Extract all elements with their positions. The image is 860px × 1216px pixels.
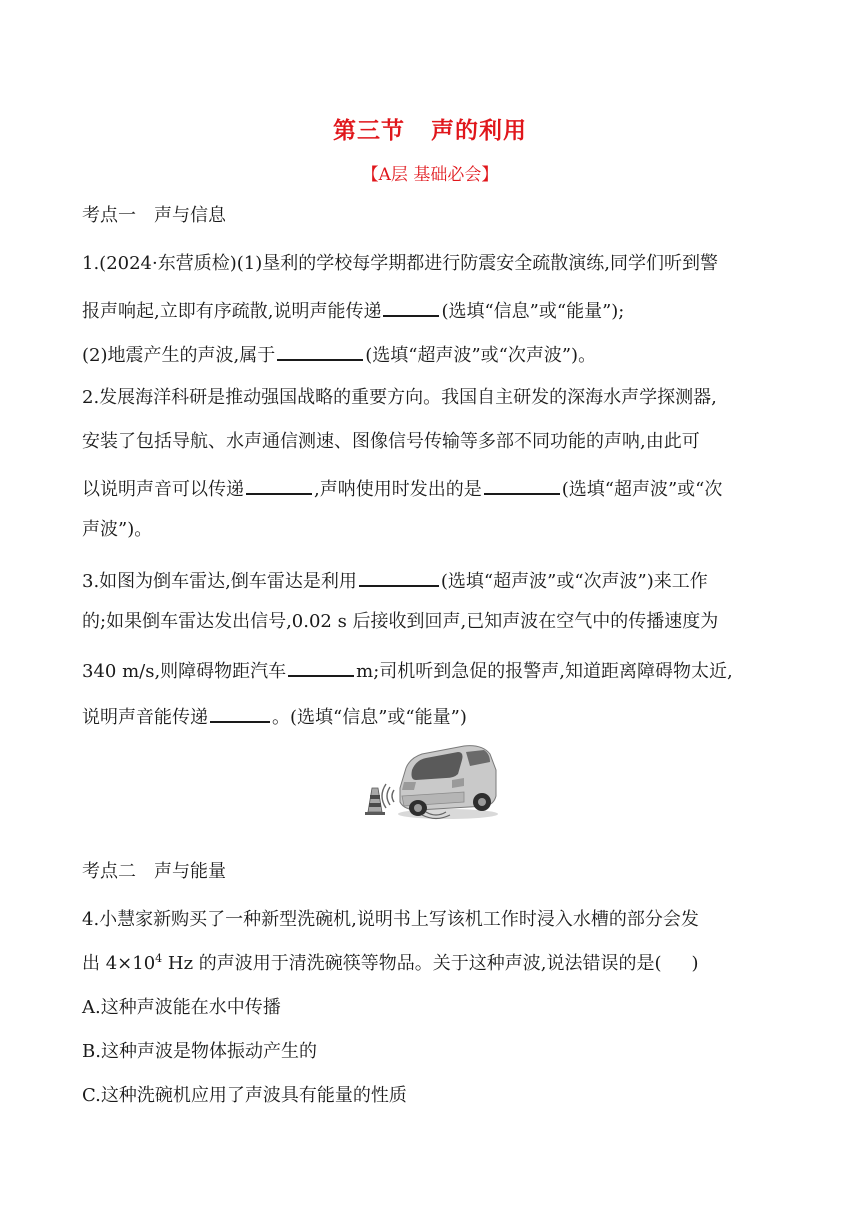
reversing-radar-car-image	[360, 740, 500, 822]
q2-hint: (选填“超声波”或“次	[561, 479, 723, 500]
q4-text: 出 4×10	[82, 953, 156, 974]
q2-line-3	[82, 473, 722, 503]
q1-hint-2: (选填“超声波”或“次声波”)。	[365, 345, 597, 366]
q2-answer-blank-2[interactable]	[484, 473, 560, 495]
q1-answer-blank-1[interactable]	[383, 295, 439, 317]
q3-line-4	[82, 701, 467, 731]
section-heading-1: 考点一 声与信息	[82, 205, 226, 226]
q3-line-1	[82, 565, 708, 595]
q4-option-b: B.这种声波是物体振动产生的	[82, 1041, 317, 1062]
q1-line-1: 1.(2024·东营质检)(1)垦利的学校每学期都进行防震安全疏散演练,同学们听到警	[82, 253, 718, 274]
q1-text: 报声响起,立即有序疏散,说明声能传递	[82, 301, 382, 322]
q3-hint: (选填“超声波”或“次声波”)来工作	[440, 571, 708, 592]
q4-line-2	[82, 951, 699, 977]
page-title	[0, 112, 860, 145]
q4-option-c: C.这种洗碗机应用了声波具有能量的性质	[82, 1085, 407, 1106]
q3-text-2: 340 m/s,则障碍物距汽车	[82, 661, 287, 682]
q1-line-3	[82, 339, 596, 369]
q4-line-1: 4.小慧家新购买了一种新型洗碗机,说明书上写该机工作时浸入水槽的部分会发	[82, 909, 699, 930]
q2-text: 以说明声音可以传递	[82, 479, 244, 500]
q4-option-a: A.这种声波能在水中传播	[82, 997, 281, 1018]
q3-hint-2: 。(选填“信息”或“能量”)	[272, 707, 467, 728]
level-subtitle: 【A层 基础必会】	[361, 165, 499, 185]
section-heading-2: 考点二 声与能量	[82, 861, 226, 882]
q2-answer-blank-1[interactable]	[246, 473, 312, 495]
q3-line-2: 的;如果倒车雷达发出信号,0.02 s 后接收到回声,已知声波在空气中的传播速度为	[82, 611, 719, 632]
q3-answer-blank-2[interactable]	[288, 655, 354, 677]
q3-answer-blank-1[interactable]	[359, 565, 439, 587]
q2-text-2: ,声呐使用时发出的是	[314, 479, 482, 500]
q3-line-3	[82, 655, 733, 685]
q1-answer-blank-2[interactable]	[277, 339, 363, 361]
q1-line-2	[82, 295, 624, 325]
q3-text: 3.如图为倒车雷达,倒车雷达是利用	[82, 571, 357, 592]
q3-text-4: 说明声音能传递	[82, 707, 208, 728]
q2-line-1: 2.发展海洋科研是推动强国战略的重要方向。我国自主研发的深海水声学探测器,	[82, 387, 717, 408]
q1-hint: (选填“信息”或“能量”);	[441, 301, 625, 322]
q2-line-4: 声波”)。	[82, 519, 153, 540]
q3-text-3: m;司机听到急促的报警声,知道距离障碍物太近,	[356, 661, 733, 682]
title-topic: 声的利用	[431, 118, 527, 144]
q2-line-2: 安装了包括导航、水声通信测速、图像信号传输等多部不同功能的声呐,由此可	[82, 431, 700, 452]
title-section-number: 第三节	[333, 118, 405, 144]
q4-exponent: 4	[155, 952, 163, 965]
q3-answer-blank-3[interactable]	[210, 701, 270, 723]
q4-text-2: Hz 的声波用于清洗碗筷等物品。关于这种声波,说法错误的是(	[162, 953, 662, 974]
q4-close-paren: )	[691, 953, 699, 974]
q1-text-2: (2)地震产生的声波,属于	[82, 345, 276, 366]
